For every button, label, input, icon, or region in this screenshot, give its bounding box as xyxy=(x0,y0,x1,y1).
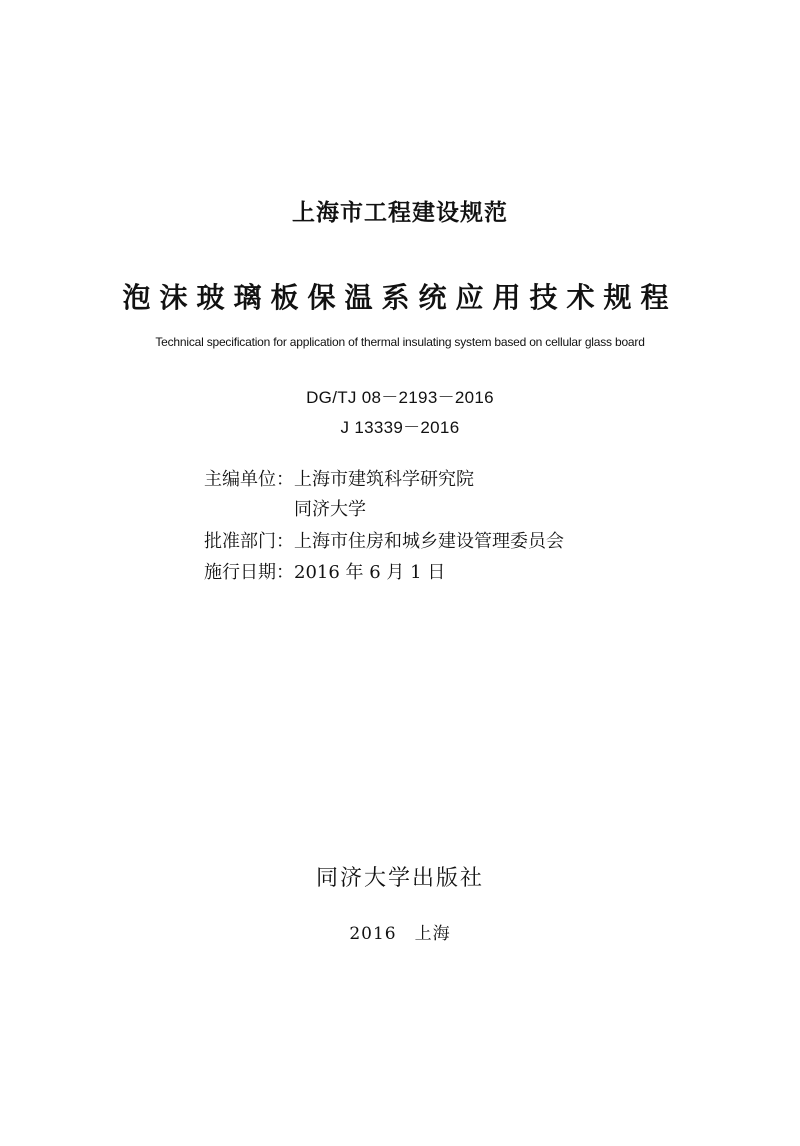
approver-value: 上海市住房和城乡建设管理委员会 xyxy=(294,531,564,552)
chief-editor-1: 上海市建筑科学研究院 xyxy=(294,469,474,490)
effective-date-value: 2016 年 6 月 1 日 xyxy=(294,562,446,583)
effective-date-row xyxy=(204,558,445,584)
standard-code-j: J 13339－2016 xyxy=(340,418,460,437)
chief-editor-row-2 xyxy=(294,495,366,521)
standard-code-dg: DG/TJ 08－2193－2016 xyxy=(306,388,494,407)
chief-editor-label: 主编单位： xyxy=(204,469,294,490)
english-title: Technical specification for application of thermal insulating system based on cellular glass board xyxy=(155,335,645,349)
publication-year-place: 2016 上海 xyxy=(349,924,451,944)
effective-date-label: 施行日期： xyxy=(204,562,294,583)
chief-editor-2: 同济大学 xyxy=(294,499,366,520)
approver-label: 批准部门： xyxy=(204,531,294,552)
approver-row xyxy=(204,527,564,553)
document-title: 泡沫玻璃板保温系统应用技术规程 xyxy=(122,281,678,314)
chief-editor-row xyxy=(204,465,474,491)
standard-series: 上海市工程建设规范 xyxy=(292,200,508,226)
publisher: 同济大学出版社 xyxy=(315,866,484,891)
